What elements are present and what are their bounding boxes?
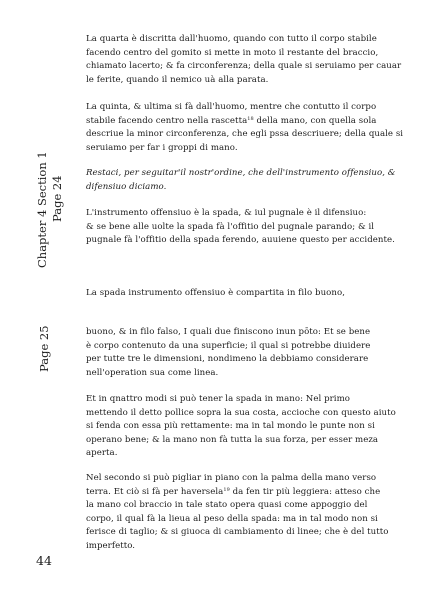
paragraph-buono xyxy=(86,326,376,380)
footnote-marker: 19 xyxy=(223,486,230,493)
paragraph-quarta xyxy=(86,33,402,87)
paragraph-restaci xyxy=(86,167,396,194)
paragraph-spada xyxy=(86,287,376,301)
text-line: le ferite, quando il nemico uà alla parata. xyxy=(86,74,269,85)
text-segment: terra. Et ciò si fà per haversela xyxy=(86,486,224,497)
text-line: seruiamo per far i groppi di mano. xyxy=(86,142,238,153)
paragraph-secondo xyxy=(86,472,389,554)
margin-source-page-top: Page 24 xyxy=(50,175,64,222)
text-line: mettendo il detto pollice sopra la sua costa, accioche con questo aiuto xyxy=(86,407,396,418)
text-segment: stabile facendo centro nella rascetta xyxy=(86,115,248,126)
paragraph-quattro-modi xyxy=(86,393,396,461)
text-line: Nel secondo si può pigliar in piano con la palma della mano verso xyxy=(86,473,377,483)
margin-chapter-label: Chapter 4 Section 1 xyxy=(35,151,49,268)
text-line: si fenda con essa più rettamente: ma in tal mondo le punte non si xyxy=(86,421,375,432)
text-line xyxy=(86,115,376,129)
text-line: corpo, il qual fà la lieua al peso della spada: ma in tal modo non si xyxy=(86,513,378,524)
text-line: La quarta è discritta dall'huomo, quando con tutto il corpo stabile xyxy=(86,34,377,44)
text-line: Restaci, per seguitar'il nostr'ordine, che dell'instrumento offensiuo, & xyxy=(86,168,396,178)
text-line: è corpo contenuto da una superficie; il qual si potrebbe diuidere xyxy=(86,340,371,351)
text-line: difensiuo diciamo. xyxy=(86,181,167,192)
text-line: aperta. xyxy=(86,448,118,459)
text-line: imperfetto. xyxy=(86,540,136,551)
text-line: descriue la minor circonferenza, che egli pssa descriuere; della quale si xyxy=(86,129,404,140)
text-line: buono, & in filo falso, I quali due finiscono inun pōto: Et se bene xyxy=(86,327,371,337)
text-line: La spada instrumento offensiuo è compartita in filo buono, xyxy=(86,288,345,298)
text-line: ferisce di taglio; & si giuoca di cambiamento di linee; che è del tutto xyxy=(86,527,389,538)
text-line: La quinta, & ultima si fà dall'huomo, mentre che contutto il corpo xyxy=(86,102,377,112)
page-number: 44 xyxy=(36,553,52,568)
text-line: L'instrumento offensiuo è la spada, & iul pugnale è il difensiuo: xyxy=(86,208,367,218)
paragraph-instrumento xyxy=(86,207,395,248)
text-line xyxy=(86,486,381,500)
text-line: chiamato lacerto; & fa circonferenza; della quale si seruiamo per cauar xyxy=(86,61,402,72)
margin-source-page-bottom: Page 25 xyxy=(37,325,51,372)
footnote-marker: 18 xyxy=(247,115,254,122)
text-line: nell'operation sua come linea. xyxy=(86,367,219,378)
text-line: operano bene; & la mano non fà tutta la sua forza, per esser meza xyxy=(86,434,379,445)
text-segment: da fen tir più leggiera: atteso che xyxy=(229,486,381,497)
text-line: pugnale fà l'offitio della spada ferendo, auuiene questo per accidente. xyxy=(86,235,395,246)
text-segment: della mano, con quella sola xyxy=(253,115,377,126)
text-line: facendo centro del gomito si mette in moto il restante del braccio, xyxy=(86,47,379,58)
text-line: & se bene alle uolte la spada fà l'offitio del pugnale parando; & il xyxy=(86,221,375,232)
text-line: la mano col braccio in tale stato opera quasi come appoggio del xyxy=(86,500,368,511)
paragraph-quinta xyxy=(86,101,404,155)
text-line: Et in qnattro modi si può tener la spada in mano: Nel primo xyxy=(86,394,351,404)
text-line: per tutte tre le dimensioni, nondimeno la debbiamo considerare xyxy=(86,354,369,365)
